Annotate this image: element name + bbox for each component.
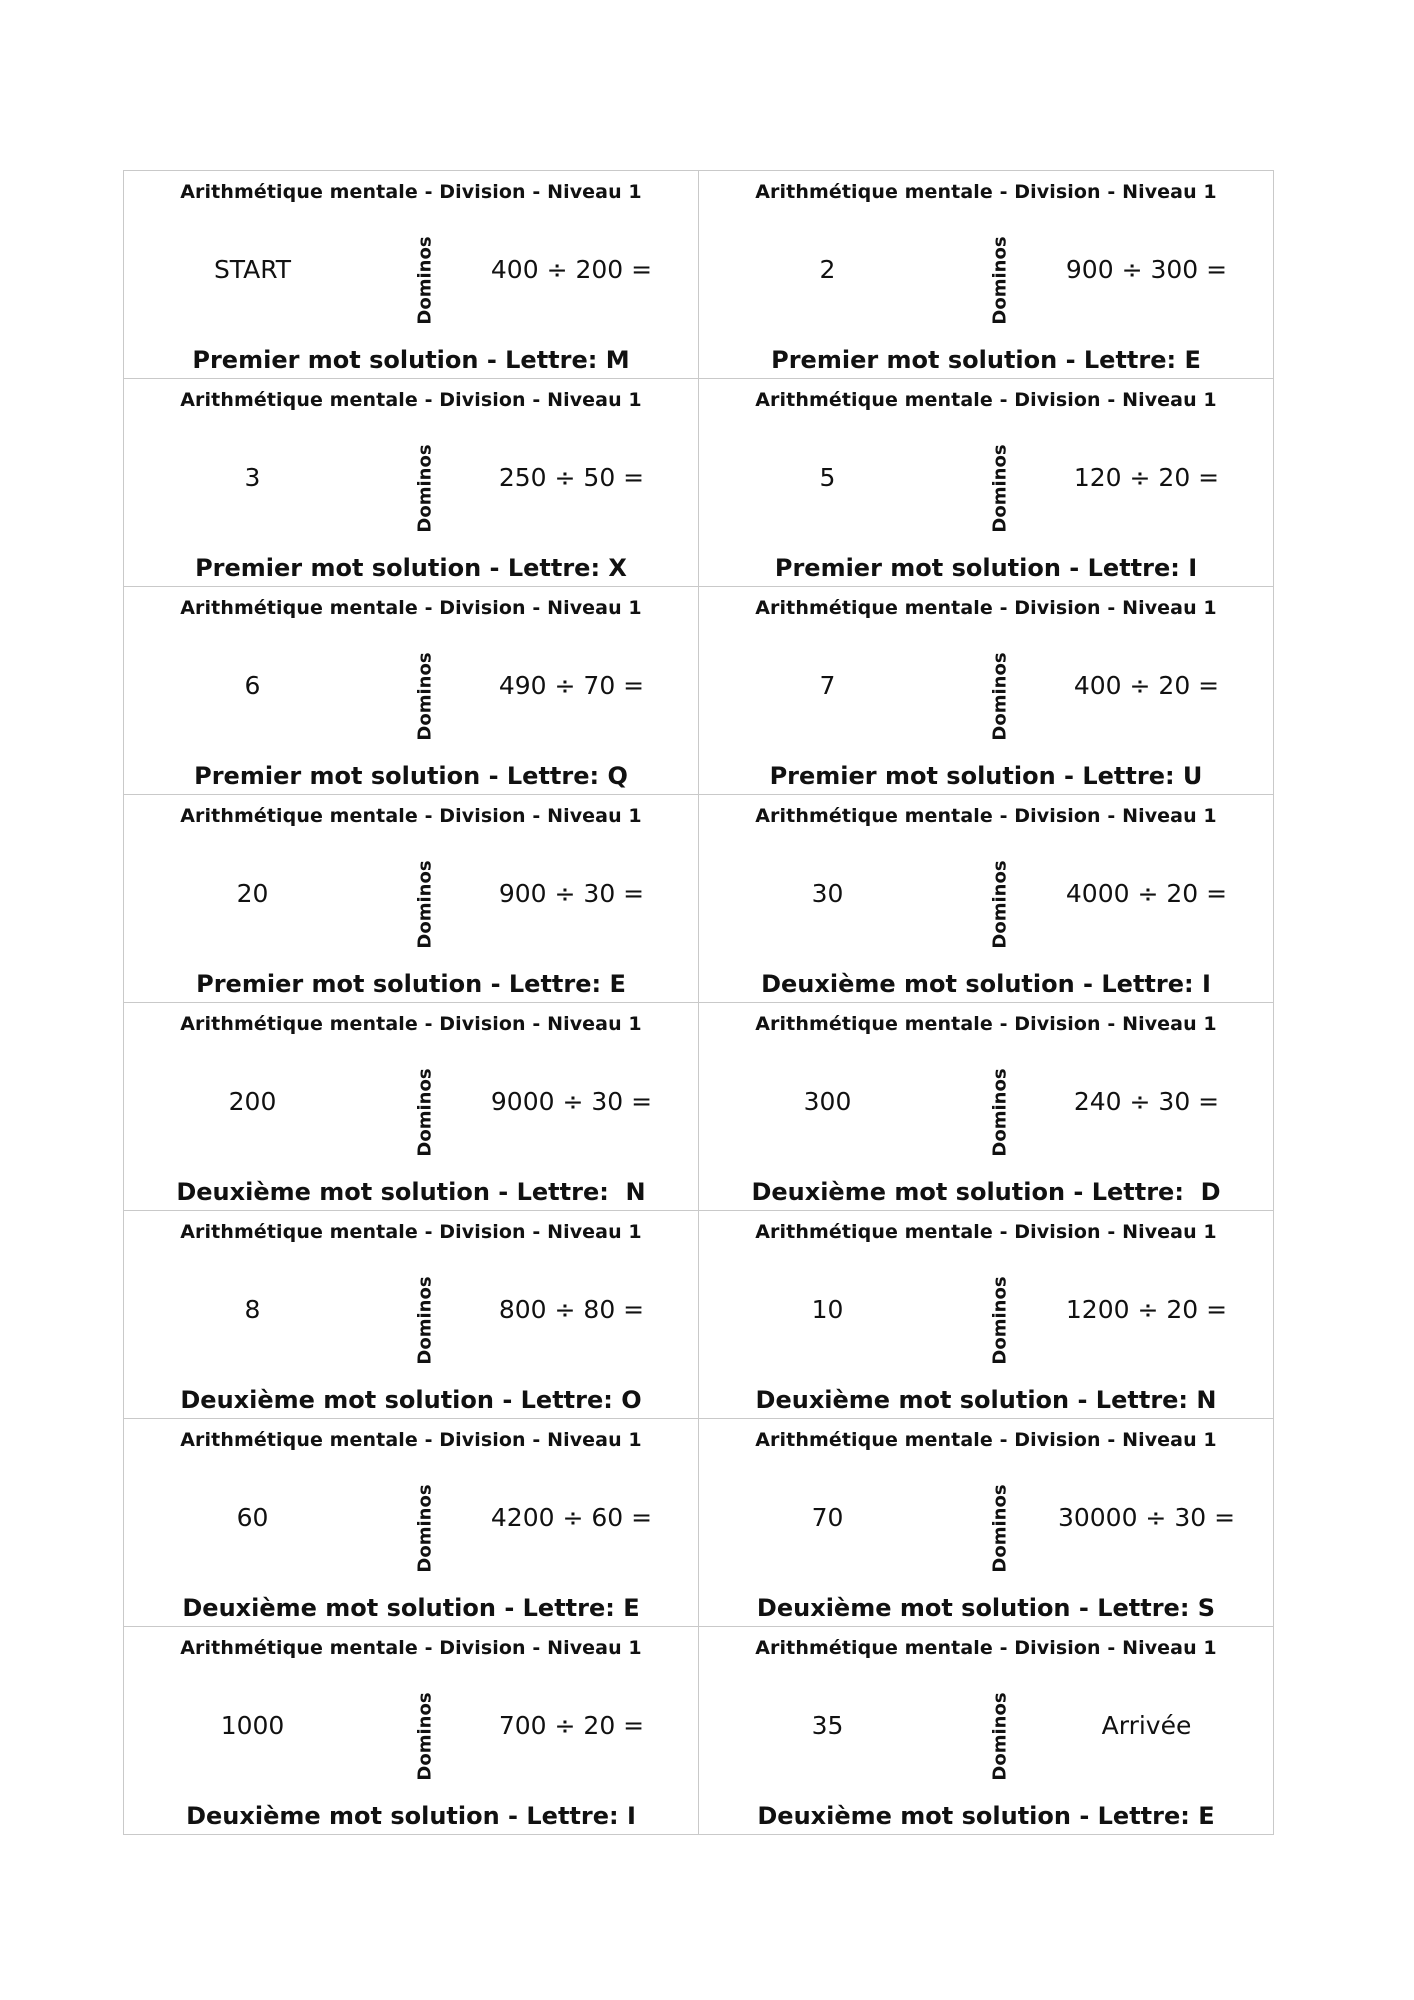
domino-card	[699, 795, 1274, 1003]
card-divider	[410, 1691, 440, 1781]
dominos-label: Dominos	[989, 235, 1011, 325]
dominos-label: Dominos	[414, 651, 436, 741]
card-right-expression: Arrivée	[1101, 1711, 1192, 1740]
card-header: Arithmétique mentale - Division - Niveau 1	[180, 1637, 642, 1659]
card-footer: Premier mot solution - Lettre: U	[769, 762, 1203, 790]
dominos-label: Dominos	[414, 1275, 436, 1365]
card-header: Arithmétique mentale - Division - Niveau 1	[180, 805, 642, 827]
card-divider	[410, 1067, 440, 1157]
card-header: Arithmétique mentale - Division - Niveau 1	[180, 1429, 642, 1451]
card-header: Arithmétique mentale - Division - Niveau 1	[755, 1221, 1217, 1243]
card-right-expression: 900 ÷ 300 =	[1065, 255, 1228, 284]
dominos-label: Dominos	[989, 1691, 1011, 1781]
card-header: Arithmétique mentale - Division - Niveau 1	[755, 1429, 1217, 1451]
card-footer: Deuxième mot solution - Lettre: S	[756, 1594, 1216, 1622]
card-left-value: 70	[811, 1503, 844, 1532]
card-right-expression: 4200 ÷ 60 =	[490, 1503, 653, 1532]
card-right-expression: 800 ÷ 80 =	[498, 1295, 645, 1324]
domino-card	[124, 1003, 699, 1211]
card-footer: Premier mot solution - Lettre: X	[195, 554, 627, 582]
card-right-expression: 250 ÷ 50 =	[498, 463, 645, 492]
card-divider	[985, 1483, 1015, 1573]
card-footer: Deuxième mot solution - Lettre: O	[180, 1386, 642, 1414]
card-header: Arithmétique mentale - Division - Niveau 1	[180, 389, 642, 411]
card-left-value: 3	[244, 463, 261, 492]
card-footer: Premier mot solution - Lettre: E	[196, 970, 626, 998]
card-header: Arithmétique mentale - Division - Niveau 1	[755, 597, 1217, 619]
card-header: Arithmétique mentale - Division - Niveau 1	[755, 181, 1217, 203]
domino-card	[699, 1003, 1274, 1211]
dominos-label: Dominos	[414, 1483, 436, 1573]
card-divider	[410, 1275, 440, 1365]
card-divider	[985, 1691, 1015, 1781]
card-divider	[410, 235, 440, 325]
card-header: Arithmétique mentale - Division - Niveau 1	[180, 181, 642, 203]
card-left-value: 7	[819, 671, 836, 700]
card-right-expression: 1200 ÷ 20 =	[1065, 1295, 1228, 1324]
dominos-label: Dominos	[989, 1275, 1011, 1365]
card-divider	[985, 235, 1015, 325]
card-divider	[410, 443, 440, 533]
dominos-label: Dominos	[989, 443, 1011, 533]
card-header: Arithmétique mentale - Division - Niveau 1	[755, 805, 1217, 827]
domino-sheet	[123, 170, 1274, 1835]
dominos-label: Dominos	[414, 1067, 436, 1157]
card-right-expression: 120 ÷ 20 =	[1073, 463, 1220, 492]
card-footer: Premier mot solution - Lettre: Q	[194, 762, 628, 790]
domino-card	[699, 171, 1274, 379]
card-divider	[985, 443, 1015, 533]
card-footer: Deuxième mot solution - Lettre: I	[761, 970, 1211, 998]
card-footer: Premier mot solution - Lettre: M	[192, 346, 630, 374]
card-left-value: 1000	[220, 1711, 285, 1740]
card-footer: Premier mot solution - Lettre: E	[771, 346, 1201, 374]
card-divider	[985, 859, 1015, 949]
card-header: Arithmétique mentale - Division - Niveau 1	[180, 1221, 642, 1243]
card-divider	[985, 1275, 1015, 1365]
card-right-expression: 30000 ÷ 30 =	[1057, 1503, 1236, 1532]
card-footer: Deuxième mot solution - Lettre: E	[182, 1594, 640, 1622]
card-divider	[985, 651, 1015, 741]
domino-card	[699, 1419, 1274, 1627]
card-left-value: 2	[819, 255, 836, 284]
card-left-value: 10	[811, 1295, 844, 1324]
domino-card	[699, 1211, 1274, 1419]
card-header: Arithmétique mentale - Division - Niveau 1	[755, 1637, 1217, 1659]
domino-card	[124, 379, 699, 587]
card-left-value: START	[213, 255, 292, 284]
card-footer: Deuxième mot solution - Lettre: N	[176, 1178, 646, 1206]
card-right-expression: 900 ÷ 30 =	[498, 879, 645, 908]
card-header: Arithmétique mentale - Division - Niveau 1	[755, 1013, 1217, 1035]
card-footer: Deuxième mot solution - Lettre: N	[755, 1386, 1217, 1414]
card-left-value: 5	[819, 463, 836, 492]
domino-card	[699, 587, 1274, 795]
dominos-label: Dominos	[414, 235, 436, 325]
card-right-expression: 9000 ÷ 30 =	[490, 1087, 653, 1116]
card-left-value: 6	[244, 671, 261, 700]
card-right-expression: 4000 ÷ 20 =	[1065, 879, 1228, 908]
domino-card	[124, 171, 699, 379]
card-left-value: 60	[236, 1503, 269, 1532]
card-left-value: 300	[803, 1087, 852, 1116]
card-left-value: 35	[811, 1711, 844, 1740]
domino-card	[699, 379, 1274, 587]
card-footer: Premier mot solution - Lettre: I	[774, 554, 1198, 582]
card-footer: Deuxième mot solution - Lettre: E	[757, 1802, 1215, 1830]
domino-card	[124, 1419, 699, 1627]
dominos-label: Dominos	[989, 651, 1011, 741]
card-left-value: 20	[236, 879, 269, 908]
card-footer: Deuxième mot solution - Lettre: I	[186, 1802, 636, 1830]
card-right-expression: 400 ÷ 20 =	[1073, 671, 1220, 700]
card-left-value: 30	[811, 879, 844, 908]
card-left-value: 8	[244, 1295, 261, 1324]
domino-card	[124, 795, 699, 1003]
card-left-value: 200	[228, 1087, 277, 1116]
dominos-label: Dominos	[989, 1483, 1011, 1573]
card-right-expression: 240 ÷ 30 =	[1073, 1087, 1220, 1116]
card-header: Arithmétique mentale - Division - Niveau 1	[755, 389, 1217, 411]
dominos-label: Dominos	[414, 859, 436, 949]
card-divider	[985, 1067, 1015, 1157]
card-right-expression: 700 ÷ 20 =	[498, 1711, 645, 1740]
card-header: Arithmétique mentale - Division - Niveau 1	[180, 1013, 642, 1035]
card-right-expression: 490 ÷ 70 =	[498, 671, 645, 700]
dominos-label: Dominos	[414, 1691, 436, 1781]
card-divider	[410, 651, 440, 741]
dominos-label: Dominos	[989, 859, 1011, 949]
domino-card	[124, 1211, 699, 1419]
dominos-label: Dominos	[414, 443, 436, 533]
card-footer: Deuxième mot solution - Lettre: D	[751, 1178, 1221, 1206]
dominos-label: Dominos	[989, 1067, 1011, 1157]
card-divider	[410, 1483, 440, 1573]
card-header: Arithmétique mentale - Division - Niveau 1	[180, 597, 642, 619]
domino-card	[124, 1627, 699, 1835]
domino-card	[124, 587, 699, 795]
card-right-expression: 400 ÷ 200 =	[490, 255, 653, 284]
card-divider	[410, 859, 440, 949]
domino-card	[699, 1627, 1274, 1835]
